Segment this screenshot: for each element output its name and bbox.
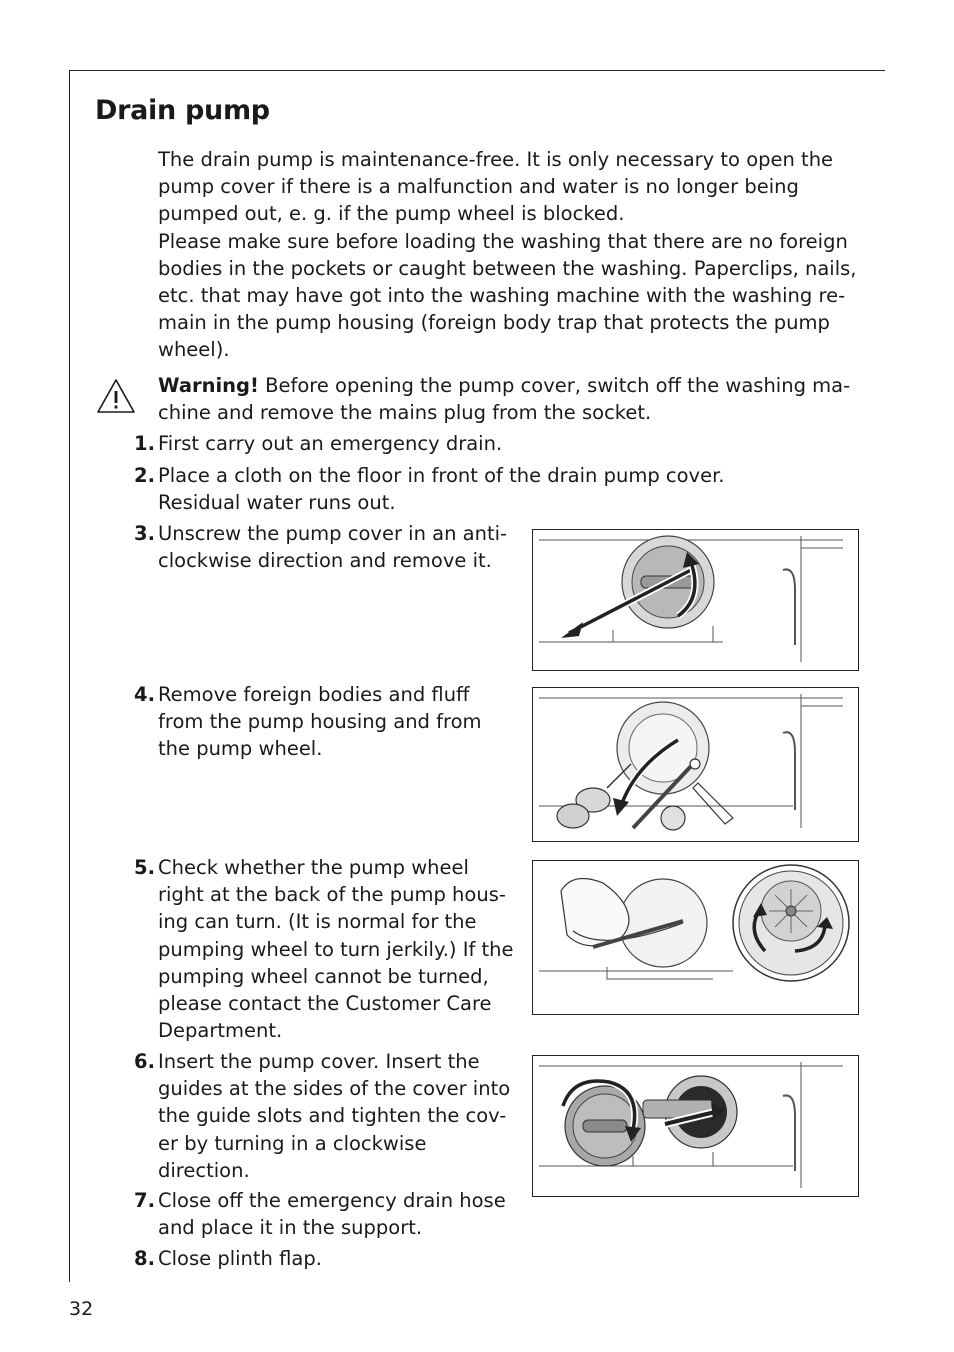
- warning-label: Warning!: [158, 374, 259, 397]
- warning-text: [158, 372, 868, 426]
- intro-text: [158, 146, 868, 364]
- step-8: [134, 1245, 518, 1272]
- step-4: [134, 681, 503, 763]
- top-rule: [69, 70, 885, 71]
- step-2: [134, 462, 758, 516]
- section-title: Drain pump: [95, 95, 270, 126]
- step-text: Close plinth flap.: [158, 1247, 322, 1270]
- step-number: 2.: [134, 464, 155, 487]
- page-number: 32: [69, 1298, 94, 1320]
- step-1: [134, 430, 868, 457]
- step-5: [134, 854, 518, 1044]
- illustration-remove-foreign-bodies: [532, 687, 859, 842]
- warning-body: Before opening the pump cover, switch off the washing ma-chine and remove the mains plug from the socket.: [158, 374, 851, 425]
- step-number: 5.: [134, 856, 155, 879]
- warning-triangle-icon: [96, 378, 136, 414]
- step-text: Unscrew the pump cover in an anti-clockwise direction and remove it.: [158, 522, 508, 573]
- step-text: Close off the emergency drain hose and place it in the support.: [158, 1189, 506, 1240]
- illustration-check-pump-wheel: [532, 860, 859, 1015]
- illustration-unscrew-pump-cover: [532, 529, 859, 671]
- step-6: [134, 1048, 518, 1184]
- step-7: [134, 1187, 518, 1241]
- step-number: 6.: [134, 1050, 155, 1073]
- step-number: 3.: [134, 522, 155, 545]
- step-number: 8.: [134, 1247, 155, 1270]
- step-text: First carry out an emergency drain.: [158, 432, 503, 455]
- left-margin-rule: [69, 70, 70, 1282]
- illustration-insert-pump-cover: [532, 1055, 859, 1197]
- intro-paragraph-1: The drain pump is maintenance-free. It is only necessary to open the pump cover if there is a malfunction and water is no longer being pumped out, e. g. if the pump wheel is blocked.: [158, 148, 834, 226]
- step-text: Insert the pump cover. Insert the guides at the sides of the cover into the guide slots and tighten the cov-er by turning in a clockwise direction.: [158, 1050, 511, 1182]
- step-text: Place a cloth on the floor in front of the drain pump cover. Residual water runs out.: [158, 464, 725, 515]
- step-3: [134, 520, 518, 574]
- step-number: 1.: [134, 432, 155, 455]
- step-text: Check whether the pump wheel right at the back of the pump hous-ing can turn. (It is normal for the pumping wheel to turn jerkily.) If the pumping wheel cannot be turned, please contact the Customer Care Department.: [158, 856, 514, 1043]
- step-text: Remove foreign bodies and fluff from the pump housing and from the pump wheel.: [158, 683, 482, 761]
- intro-paragraph-2: Please make sure before loading the washing that there are no foreign bodies in the pockets or caught between the washing. Paperclips, nails, etc. that may have got into the washing machine with the washing re-main in the pump housing (foreign body trap that protects the pump wheel).: [158, 229, 857, 362]
- step-number: 4.: [134, 683, 155, 706]
- step-number: 7.: [134, 1189, 155, 1212]
